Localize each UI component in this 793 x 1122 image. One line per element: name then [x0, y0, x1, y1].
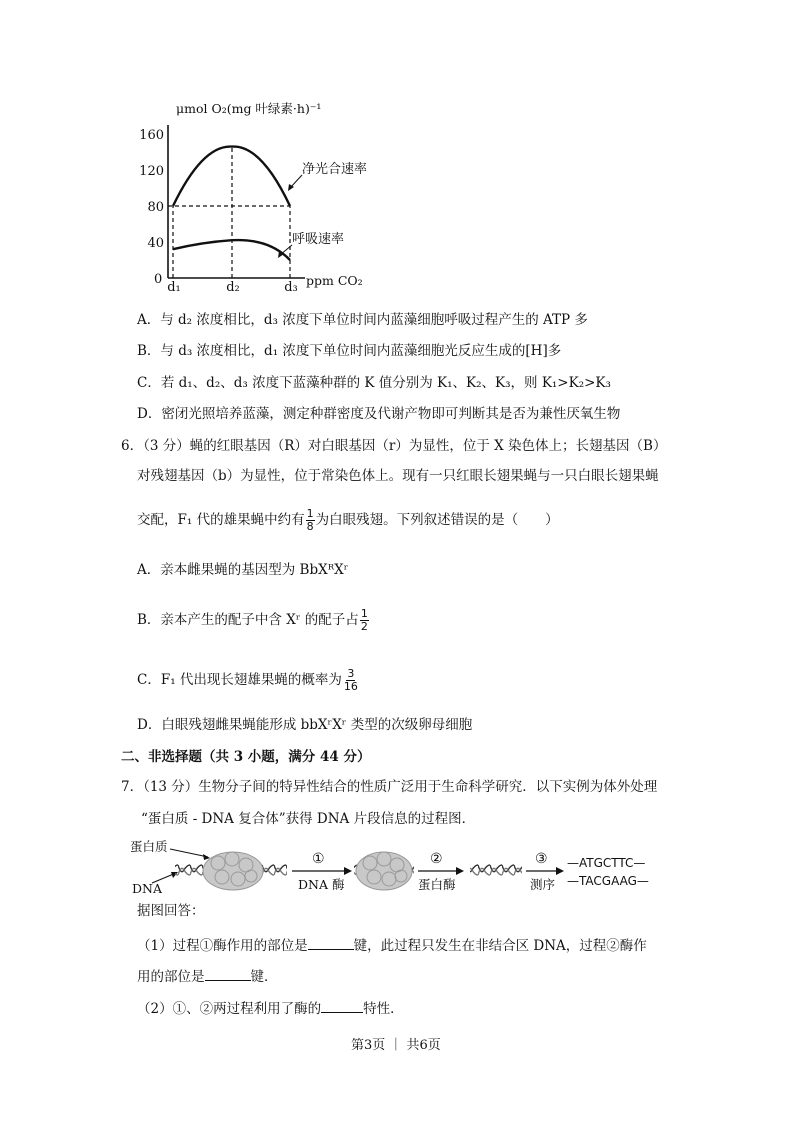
q6-line-3	[137, 508, 559, 533]
q6-fraction: $\frac{1}{8}$	[306, 507, 314, 533]
q7-prompt: 据图回答：	[137, 903, 205, 919]
q7-sub1-text-c: 用的部位是	[137, 969, 205, 985]
q5-option-d: D．密闭光照培养蓝藻，测定种群密度及代谢产物即可判断其是否为兼性厌氧生物	[137, 406, 621, 422]
q6-line3-post: 为白眼残翅。下列叙述错误的是（ ）	[315, 512, 559, 528]
y-tick-label-160: 160	[139, 128, 164, 143]
x-tick-label-1: d₁	[167, 280, 181, 295]
step2-arrowhead	[456, 867, 464, 875]
step2-num: ②	[430, 851, 443, 867]
step3-label: 测序	[530, 877, 556, 892]
seq-bottom: —TACGAAG—	[567, 874, 649, 888]
q7-blank-1[interactable]	[308, 935, 354, 950]
seq-top: —ATGCTTC—	[567, 856, 646, 870]
q7-sub1-text-a: （1）过程①酶作用的部位是	[137, 938, 308, 954]
q6-option-a: A．亲本雌果蝇的基因型为 BbXᴿXʳ	[137, 562, 349, 578]
step1-enzyme: DNA 酶	[298, 877, 345, 892]
q7-sub1-text-d: 键．	[250, 969, 278, 985]
step1-arrowhead	[344, 867, 352, 875]
q6-option-c	[137, 668, 360, 693]
q7-sub1-line2	[137, 966, 278, 986]
q6-option-b	[137, 608, 370, 633]
chart-origin: 0	[154, 272, 163, 287]
q6-optc-text: C．F₁ 代出现长翅雄果蝇的概率为	[137, 672, 342, 688]
q6-option-d: D．白眼残翅雌果蝇能形成 bbXʳXʳ 类型的次级卵母细胞	[137, 717, 473, 733]
chart-xlabel: ppm CO₂	[306, 273, 363, 288]
q6-optb-text: B．亲本产生的配子中含 Xʳ 的配子占	[137, 612, 359, 628]
x-tick-label-3: d₃	[284, 280, 298, 295]
q5-option-c: C．若 d₁、d₂、d₃ 浓度下蓝藻种群的 K 值分别为 K₁、K₂、K₃，则 K₁>K₂>K₃	[137, 375, 611, 391]
y-tick-label-120: 120	[139, 164, 164, 179]
q6-optb-fraction: $\frac{1}{2}$	[360, 607, 368, 633]
q7-sub2-text-a: （2）①、②两过程利用了酶的	[137, 1001, 322, 1017]
q7-sub1-text-b: 键，此过程只发生在非结合区 DNA，过程②酶作	[353, 938, 647, 954]
q7-blank-2[interactable]	[205, 966, 251, 981]
x-tick-label-2: d₂	[226, 280, 240, 295]
dna-label: DNA	[132, 881, 162, 896]
protein-pointer	[170, 849, 208, 857]
q7-sub2-text-b: 特性．	[363, 1001, 404, 1017]
section2-heading: 二、非选择题（共 3 小题，满分 44 分）	[121, 749, 371, 765]
page-footer: 第3页 ｜ 共6页	[351, 1038, 441, 1053]
dna-fragment	[470, 864, 522, 878]
q7-process-diagram	[130, 835, 670, 897]
net-rate-label: 净光合速率	[302, 162, 368, 177]
step1-num: ①	[312, 851, 325, 867]
step3-arrowhead	[556, 867, 564, 875]
step2-enzyme: 蛋白酶	[418, 877, 456, 892]
q7-line-1: 7．（13 分）生物分子间的特异性结合的性质广泛用于生命科学研究．以下实例为体外处理	[121, 779, 658, 795]
q5-option-a: A．与 d₂ 浓度相比，d₃ 浓度下单位时间内蓝藻细胞呼吸过程产生的 ATP 多	[137, 312, 588, 328]
protein-label: 蛋白质	[130, 839, 168, 854]
co2-rate-chart	[130, 95, 390, 300]
chart-ylabel: μmol O₂(mg 叶绿素·h)⁻¹	[176, 101, 322, 116]
q7-sub1-line1	[137, 935, 647, 955]
step3-num: ③	[535, 851, 548, 867]
y-tick-label-40: 40	[147, 236, 164, 251]
series-line-respiration	[173, 240, 290, 260]
q6-line-2: 对残翅基因（b）为显性，位于常染色体上。现有一只红眼长翅果蝇与一只白眼长翅果蝇	[137, 468, 659, 484]
q7-blank-3[interactable]	[321, 998, 363, 1013]
q7-sub2	[137, 998, 404, 1018]
q5-option-b: B．与 d₃ 浓度相比，d₁ 浓度下单位时间内蓝藻细胞光反应生成的[H]多	[137, 343, 562, 359]
q7-line-2: “蛋白质 - DNA 复合体”获得 DNA 片段信息的过程图．	[141, 811, 476, 827]
q6-optc-fraction: $\frac{3}{16}$	[343, 667, 358, 693]
q6-line3-pre: 交配，F₁ 代的雄果蝇中约有	[137, 512, 305, 528]
resp-rate-label: 呼吸速率	[292, 232, 345, 247]
q6-line-1: 6．（3 分）蝇的红眼基因（R）对白眼基因（r）为显性，位于 X 染色体上；长翅基因（B）	[121, 438, 667, 454]
y-tick-label-80: 80	[147, 200, 164, 215]
